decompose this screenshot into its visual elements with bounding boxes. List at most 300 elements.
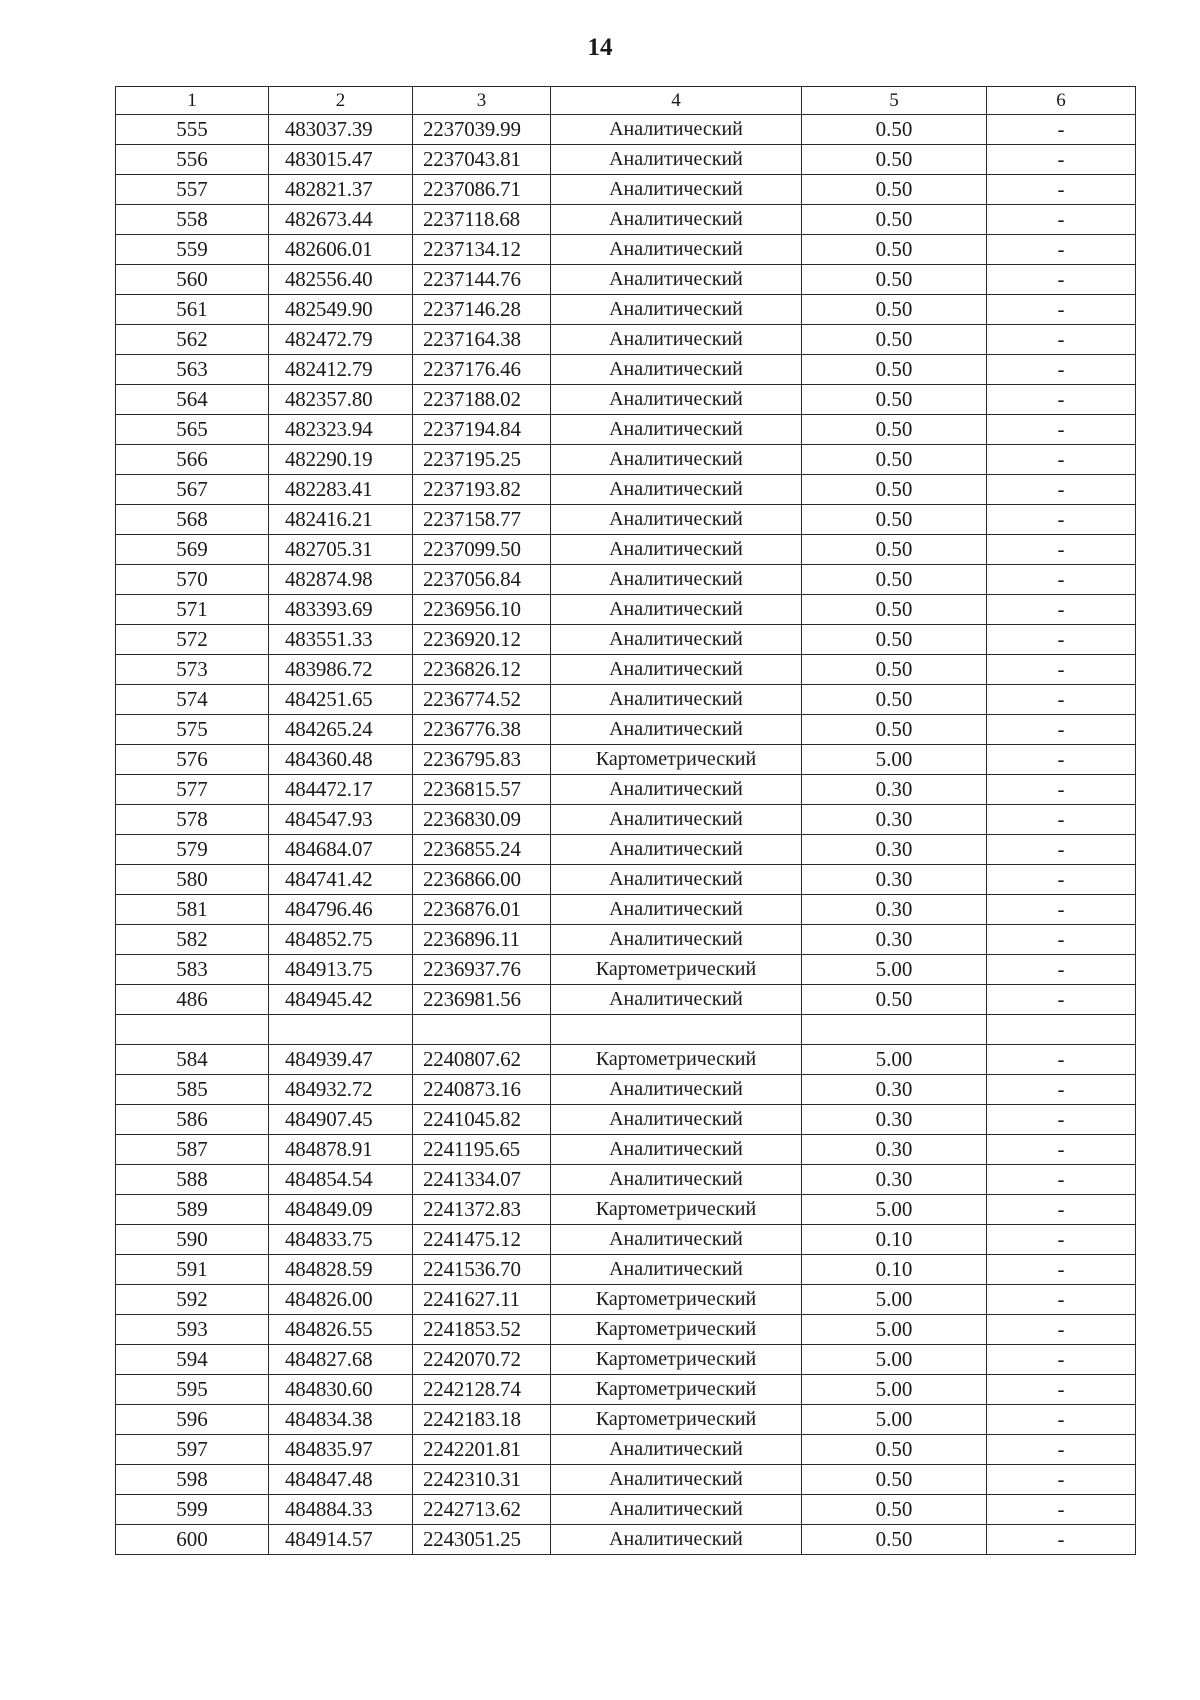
x-coordinate-cell: 484547.93 [269,805,413,835]
x-coordinate-cell: 482874.98 [269,565,413,595]
accuracy-cell: 5.00 [802,1195,987,1225]
table-body [116,115,1136,1555]
table-row [116,355,1136,385]
table-row [116,205,1136,235]
table-row [116,685,1136,715]
table-row [116,1075,1136,1105]
y-coordinate-cell: 2237134.12 [413,235,551,265]
accuracy-cell: 0.10 [802,1255,987,1285]
method-cell: Аналитический [551,475,802,505]
method-cell: Картометрический [551,955,802,985]
method-cell: Аналитический [551,505,802,535]
note-cell: - [987,415,1136,445]
accuracy-cell: 0.30 [802,925,987,955]
method-cell: Картометрический [551,1405,802,1435]
y-coordinate-cell: 2237158.77 [413,505,551,535]
x-coordinate-cell: 484834.38 [269,1405,413,1435]
table-row [116,1375,1136,1405]
column-header: 6 [987,87,1136,115]
accuracy-cell: 0.50 [802,625,987,655]
note-cell: - [987,865,1136,895]
table-row [116,1495,1136,1525]
note-cell: - [987,595,1136,625]
note-cell: - [987,385,1136,415]
accuracy-cell: 0.50 [802,475,987,505]
accuracy-cell: 0.30 [802,895,987,925]
method-cell: Аналитический [551,205,802,235]
point-number-cell: 575 [116,715,269,745]
x-coordinate-cell: 484932.72 [269,1075,413,1105]
table-row [116,925,1136,955]
point-number-cell: 579 [116,835,269,865]
x-coordinate-cell: 484852.75 [269,925,413,955]
method-cell: Аналитический [551,1135,802,1165]
point-number-cell: 555 [116,115,269,145]
x-coordinate-cell: 482556.40 [269,265,413,295]
point-number-cell: 599 [116,1495,269,1525]
table-row [116,475,1136,505]
x-coordinate-cell: 483037.39 [269,115,413,145]
method-cell [551,1015,802,1045]
note-cell: - [987,1495,1136,1525]
accuracy-cell: 0.30 [802,805,987,835]
note-cell: - [987,505,1136,535]
point-number-cell: 597 [116,1435,269,1465]
note-cell: - [987,955,1136,985]
table-row [116,715,1136,745]
method-cell: Аналитический [551,265,802,295]
table-row [116,1045,1136,1075]
accuracy-cell: 0.30 [802,775,987,805]
y-coordinate-cell: 2236866.00 [413,865,551,895]
method-cell: Аналитический [551,925,802,955]
accuracy-cell: 0.50 [802,355,987,385]
y-coordinate-cell: 2241627.11 [413,1285,551,1315]
x-coordinate-cell: 482357.80 [269,385,413,415]
note-cell: - [987,1435,1136,1465]
y-coordinate-cell: 2241853.52 [413,1315,551,1345]
x-coordinate-cell: 484684.07 [269,835,413,865]
table-row [116,505,1136,535]
point-number-cell: 556 [116,145,269,175]
x-coordinate-cell: 482472.79 [269,325,413,355]
y-coordinate-cell: 2236776.38 [413,715,551,745]
column-header: 4 [551,87,802,115]
note-cell: - [987,325,1136,355]
y-coordinate-cell: 2241045.82 [413,1105,551,1135]
point-number-cell: 564 [116,385,269,415]
x-coordinate-cell: 484828.59 [269,1255,413,1285]
point-number-cell: 571 [116,595,269,625]
method-cell: Аналитический [551,655,802,685]
note-cell: - [987,355,1136,385]
x-coordinate-cell: 484913.75 [269,955,413,985]
point-number-cell: 598 [116,1465,269,1495]
y-coordinate-cell: 2236937.76 [413,955,551,985]
column-header: 5 [802,87,987,115]
accuracy-cell: 0.50 [802,535,987,565]
note-cell: - [987,805,1136,835]
table-row [116,415,1136,445]
table-row [116,805,1136,835]
x-coordinate-cell [269,1015,413,1045]
x-coordinate-cell: 482283.41 [269,475,413,505]
note-cell: - [987,1405,1136,1435]
accuracy-cell: 0.50 [802,445,987,475]
method-cell: Аналитический [551,325,802,355]
x-coordinate-cell: 484835.97 [269,1435,413,1465]
y-coordinate-cell: 2241536.70 [413,1255,551,1285]
accuracy-cell: 0.50 [802,685,987,715]
point-number-cell: 600 [116,1525,269,1555]
method-cell: Картометрический [551,1045,802,1075]
table-row [116,835,1136,865]
y-coordinate-cell: 2242713.62 [413,1495,551,1525]
point-number-cell: 587 [116,1135,269,1165]
note-cell: - [987,1135,1136,1165]
y-coordinate-cell: 2236855.24 [413,835,551,865]
accuracy-cell: 0.50 [802,145,987,175]
accuracy-cell: 0.50 [802,385,987,415]
note-cell: - [987,625,1136,655]
accuracy-cell: 5.00 [802,955,987,985]
y-coordinate-cell: 2236981.56 [413,985,551,1015]
y-coordinate-cell: 2236920.12 [413,625,551,655]
method-cell: Аналитический [551,985,802,1015]
point-number-cell: 562 [116,325,269,355]
table-row [116,1405,1136,1435]
table-row [116,295,1136,325]
note-cell: - [987,1075,1136,1105]
accuracy-cell: 0.50 [802,505,987,535]
point-number-cell: 596 [116,1405,269,1435]
y-coordinate-cell: 2237176.46 [413,355,551,385]
table-row [116,235,1136,265]
x-coordinate-cell: 482606.01 [269,235,413,265]
note-cell: - [987,1285,1136,1315]
coordinates-table-container [115,86,1135,1555]
y-coordinate-cell: 2242310.31 [413,1465,551,1495]
y-coordinate-cell: 2242128.74 [413,1375,551,1405]
x-coordinate-cell: 482412.79 [269,355,413,385]
table-row [116,745,1136,775]
method-cell: Аналитический [551,865,802,895]
table-row [116,1345,1136,1375]
accuracy-cell: 0.50 [802,595,987,625]
accuracy-cell: 0.50 [802,1495,987,1525]
x-coordinate-cell: 482323.94 [269,415,413,445]
note-cell: - [987,295,1136,325]
y-coordinate-cell: 2242183.18 [413,1405,551,1435]
point-number-cell: 574 [116,685,269,715]
x-coordinate-cell: 484878.91 [269,1135,413,1165]
point-number-cell: 578 [116,805,269,835]
note-cell: - [987,1105,1136,1135]
accuracy-cell: 5.00 [802,1045,987,1075]
y-coordinate-cell: 2237194.84 [413,415,551,445]
method-cell: Аналитический [551,1075,802,1105]
x-coordinate-cell: 482290.19 [269,445,413,475]
point-number-cell: 582 [116,925,269,955]
accuracy-cell: 5.00 [802,1405,987,1435]
method-cell: Картометрический [551,1315,802,1345]
note-cell: - [987,1225,1136,1255]
method-cell: Аналитический [551,1435,802,1465]
accuracy-cell: 0.10 [802,1225,987,1255]
y-coordinate-cell: 2236795.83 [413,745,551,775]
x-coordinate-cell: 482673.44 [269,205,413,235]
note-cell: - [987,655,1136,685]
point-number-cell: 580 [116,865,269,895]
table-row [116,445,1136,475]
x-coordinate-cell: 483551.33 [269,625,413,655]
point-number-cell: 594 [116,1345,269,1375]
y-coordinate-cell: 2237164.38 [413,325,551,355]
table-row [116,145,1136,175]
x-coordinate-cell: 484939.47 [269,1045,413,1075]
table-row [116,1525,1136,1555]
table-row [116,1135,1136,1165]
note-cell: - [987,835,1136,865]
y-coordinate-cell: 2242070.72 [413,1345,551,1375]
accuracy-cell: 0.50 [802,415,987,445]
x-coordinate-cell: 484833.75 [269,1225,413,1255]
note-cell: - [987,1165,1136,1195]
note-cell: - [987,775,1136,805]
y-coordinate-cell: 2237195.25 [413,445,551,475]
coordinates-table [115,86,1136,1555]
y-coordinate-cell: 2236826.12 [413,655,551,685]
accuracy-cell: 0.50 [802,715,987,745]
point-number-cell: 586 [116,1105,269,1135]
column-header: 2 [269,87,413,115]
accuracy-cell: 0.30 [802,835,987,865]
table-row [116,1255,1136,1285]
note-cell: - [987,1195,1136,1225]
note-cell: - [987,1345,1136,1375]
y-coordinate-cell: 2237039.99 [413,115,551,145]
table-row [116,1165,1136,1195]
point-number-cell: 576 [116,745,269,775]
accuracy-cell: 0.50 [802,655,987,685]
y-coordinate-cell: 2240807.62 [413,1045,551,1075]
point-number-cell: 560 [116,265,269,295]
accuracy-cell: 0.30 [802,1105,987,1135]
method-cell: Аналитический [551,595,802,625]
table-row [116,895,1136,925]
method-cell: Аналитический [551,895,802,925]
accuracy-cell: 5.00 [802,745,987,775]
y-coordinate-cell: 2236876.01 [413,895,551,925]
accuracy-cell: 0.50 [802,1525,987,1555]
method-cell: Аналитический [551,715,802,745]
note-cell: - [987,1465,1136,1495]
method-cell: Аналитический [551,685,802,715]
x-coordinate-cell: 484847.48 [269,1465,413,1495]
table-row [116,625,1136,655]
table-row [116,955,1136,985]
accuracy-cell: 0.50 [802,1435,987,1465]
x-coordinate-cell: 484830.60 [269,1375,413,1405]
note-cell: - [987,565,1136,595]
point-number-cell: 563 [116,355,269,385]
table-row [116,1105,1136,1135]
note-cell: - [987,205,1136,235]
accuracy-cell: 0.50 [802,265,987,295]
method-cell: Аналитический [551,175,802,205]
method-cell: Аналитический [551,355,802,385]
point-number-cell: 566 [116,445,269,475]
note-cell: - [987,1525,1136,1555]
x-coordinate-cell: 484251.65 [269,685,413,715]
note-cell: - [987,895,1136,925]
table-row [116,1465,1136,1495]
y-coordinate-cell: 2237188.02 [413,385,551,415]
accuracy-cell: 0.30 [802,1075,987,1105]
x-coordinate-cell: 484741.42 [269,865,413,895]
point-number-cell: 561 [116,295,269,325]
note-cell: - [987,985,1136,1015]
note-cell: - [987,1045,1136,1075]
point-number-cell: 585 [116,1075,269,1105]
accuracy-cell: 0.30 [802,865,987,895]
y-coordinate-cell: 2237056.84 [413,565,551,595]
method-cell: Аналитический [551,1225,802,1255]
table-row [116,1285,1136,1315]
method-cell: Картометрический [551,1345,802,1375]
note-cell: - [987,475,1136,505]
point-number-cell: 558 [116,205,269,235]
y-coordinate-cell: 2236774.52 [413,685,551,715]
x-coordinate-cell: 483393.69 [269,595,413,625]
point-number-cell: 593 [116,1315,269,1345]
method-cell: Аналитический [551,805,802,835]
point-number-cell: 568 [116,505,269,535]
point-number-cell: 584 [116,1045,269,1075]
note-cell: - [987,235,1136,265]
page-number: 14 [587,34,613,61]
note-cell: - [987,265,1136,295]
y-coordinate-cell: 2240873.16 [413,1075,551,1105]
point-number-cell: 557 [116,175,269,205]
point-number-cell: 570 [116,565,269,595]
method-cell: Аналитический [551,775,802,805]
accuracy-cell: 0.50 [802,985,987,1015]
note-cell: - [987,745,1136,775]
method-cell: Аналитический [551,1465,802,1495]
x-coordinate-cell: 484907.45 [269,1105,413,1135]
x-coordinate-cell: 484360.48 [269,745,413,775]
note-cell: - [987,445,1136,475]
accuracy-cell: 0.50 [802,295,987,325]
y-coordinate-cell: 2236830.09 [413,805,551,835]
table-row [116,985,1136,1015]
accuracy-cell: 5.00 [802,1375,987,1405]
point-number-cell: 589 [116,1195,269,1225]
table-row [116,865,1136,895]
point-number-cell: 591 [116,1255,269,1285]
y-coordinate-cell: 2237146.28 [413,295,551,325]
point-number-cell: 565 [116,415,269,445]
accuracy-cell: 5.00 [802,1285,987,1315]
method-cell: Картометрический [551,1285,802,1315]
accuracy-cell: 0.30 [802,1135,987,1165]
x-coordinate-cell: 484827.68 [269,1345,413,1375]
x-coordinate-cell: 482821.37 [269,175,413,205]
point-number-cell: 581 [116,895,269,925]
note-cell: - [987,535,1136,565]
y-coordinate-cell: 2236896.11 [413,925,551,955]
table-row [116,265,1136,295]
y-coordinate-cell: 2236956.10 [413,595,551,625]
accuracy-cell: 0.30 [802,1165,987,1195]
table-header-row [116,87,1136,115]
point-number-cell: 590 [116,1225,269,1255]
method-cell: Аналитический [551,535,802,565]
x-coordinate-cell: 484849.09 [269,1195,413,1225]
method-cell: Аналитический [551,115,802,145]
method-cell: Аналитический [551,565,802,595]
accuracy-cell [802,1015,987,1045]
x-coordinate-cell: 484914.57 [269,1525,413,1555]
method-cell: Аналитический [551,295,802,325]
note-cell: - [987,715,1136,745]
note-cell: - [987,115,1136,145]
x-coordinate-cell: 484796.46 [269,895,413,925]
point-number-cell: 572 [116,625,269,655]
x-coordinate-cell: 484884.33 [269,1495,413,1525]
table-row [116,595,1136,625]
y-coordinate-cell: 2241475.12 [413,1225,551,1255]
note-cell: - [987,1375,1136,1405]
accuracy-cell: 0.50 [802,565,987,595]
method-cell: Аналитический [551,1105,802,1135]
x-coordinate-cell: 483015.47 [269,145,413,175]
x-coordinate-cell: 482549.90 [269,295,413,325]
method-cell: Картометрический [551,1375,802,1405]
y-coordinate-cell: 2237144.76 [413,265,551,295]
method-cell: Аналитический [551,1165,802,1195]
y-coordinate-cell: 2237193.82 [413,475,551,505]
note-cell: - [987,1315,1136,1345]
x-coordinate-cell: 484826.55 [269,1315,413,1345]
x-coordinate-cell: 482416.21 [269,505,413,535]
x-coordinate-cell: 484472.17 [269,775,413,805]
y-coordinate-cell: 2237118.68 [413,205,551,235]
point-number-cell: 567 [116,475,269,505]
x-coordinate-cell: 484854.54 [269,1165,413,1195]
accuracy-cell: 5.00 [802,1345,987,1375]
point-number-cell: 583 [116,955,269,985]
table-row [116,115,1136,145]
note-cell [987,1015,1136,1045]
table-row [116,1315,1136,1345]
y-coordinate-cell: 2241195.65 [413,1135,551,1165]
accuracy-cell: 0.50 [802,325,987,355]
accuracy-cell: 0.50 [802,205,987,235]
table-row [116,1225,1136,1255]
x-coordinate-cell: 484826.00 [269,1285,413,1315]
method-cell: Аналитический [551,625,802,655]
point-number-cell [116,1015,269,1045]
accuracy-cell: 0.50 [802,175,987,205]
y-coordinate-cell: 2236815.57 [413,775,551,805]
x-coordinate-cell: 484945.42 [269,985,413,1015]
method-cell: Аналитический [551,1525,802,1555]
point-number-cell: 577 [116,775,269,805]
table-row [116,385,1136,415]
method-cell: Аналитический [551,235,802,265]
